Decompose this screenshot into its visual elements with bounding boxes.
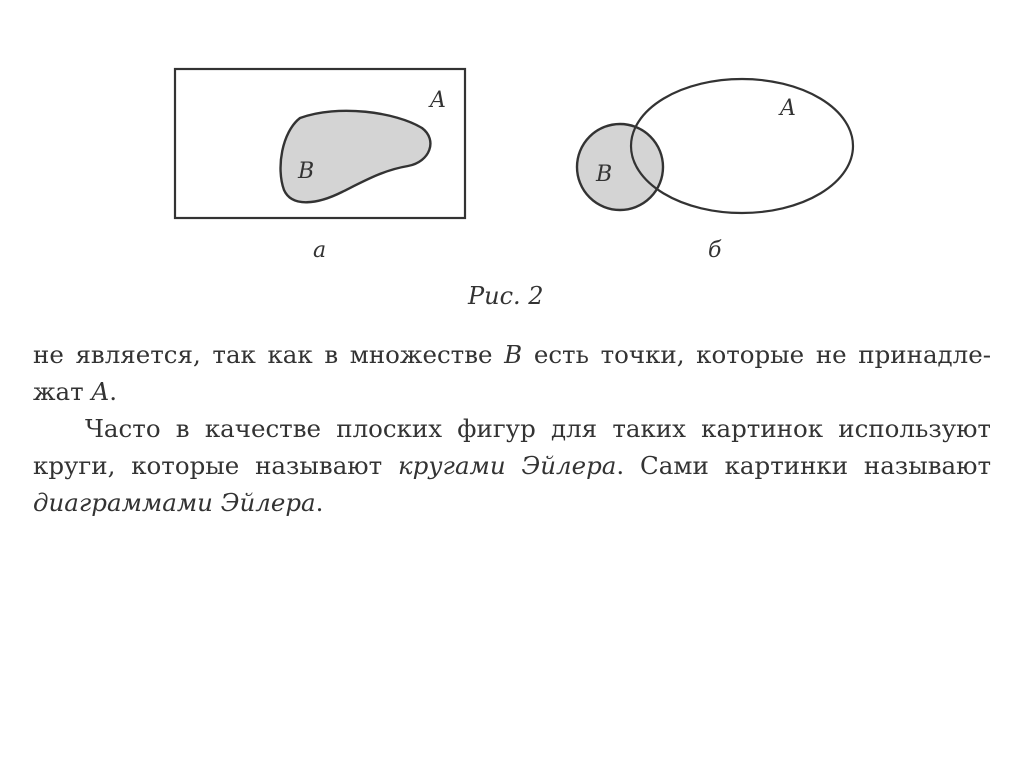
- panel-b-label-b: B: [596, 162, 613, 187]
- panel-a-label-b: B: [298, 159, 315, 184]
- set-b-blob: [281, 111, 431, 202]
- text-line-1-part-2: есть точки, которые не принадле-: [522, 340, 991, 369]
- figure-caption: Рис. 2: [468, 282, 544, 310]
- text-line-2: [33, 373, 991, 410]
- text-line-5-part-2: .: [315, 488, 324, 517]
- text-line-5: [33, 484, 991, 521]
- text-line-1-part-1: не является, так как в множестве: [33, 340, 505, 369]
- panel-b: [577, 79, 853, 263]
- text-line-4-part-1: круги, которые называют: [33, 451, 399, 480]
- text-line-2-part-2: .: [109, 377, 117, 406]
- panel-a-caption: а: [313, 238, 327, 263]
- set-a-ellipse: [631, 79, 853, 213]
- panel-a: [175, 69, 465, 263]
- text-line-3-text: Часто в качестве плоских фигур для таких картинок используют: [85, 414, 991, 443]
- panel-b-label-a: A: [780, 96, 796, 121]
- text-line-1: [33, 336, 991, 373]
- text-line-4-part-2: . Сами картинки называют: [616, 451, 991, 480]
- panel-a-label-a: A: [430, 88, 446, 113]
- panel-b-caption: б: [708, 238, 722, 263]
- body-text: [33, 336, 991, 521]
- set-b-circle: [577, 124, 663, 210]
- term-euler-circles: кругами Эйлера: [398, 451, 617, 480]
- text-line-4: [33, 447, 991, 484]
- text-line-2-part-1: жат: [33, 377, 92, 406]
- term-euler-diagrams: диаграммами Эйлера: [33, 488, 316, 517]
- variable-a: A: [91, 377, 110, 406]
- figure-euler-diagrams: [0, 0, 1024, 320]
- text-line-3: [33, 410, 991, 447]
- variable-b: B: [504, 340, 523, 369]
